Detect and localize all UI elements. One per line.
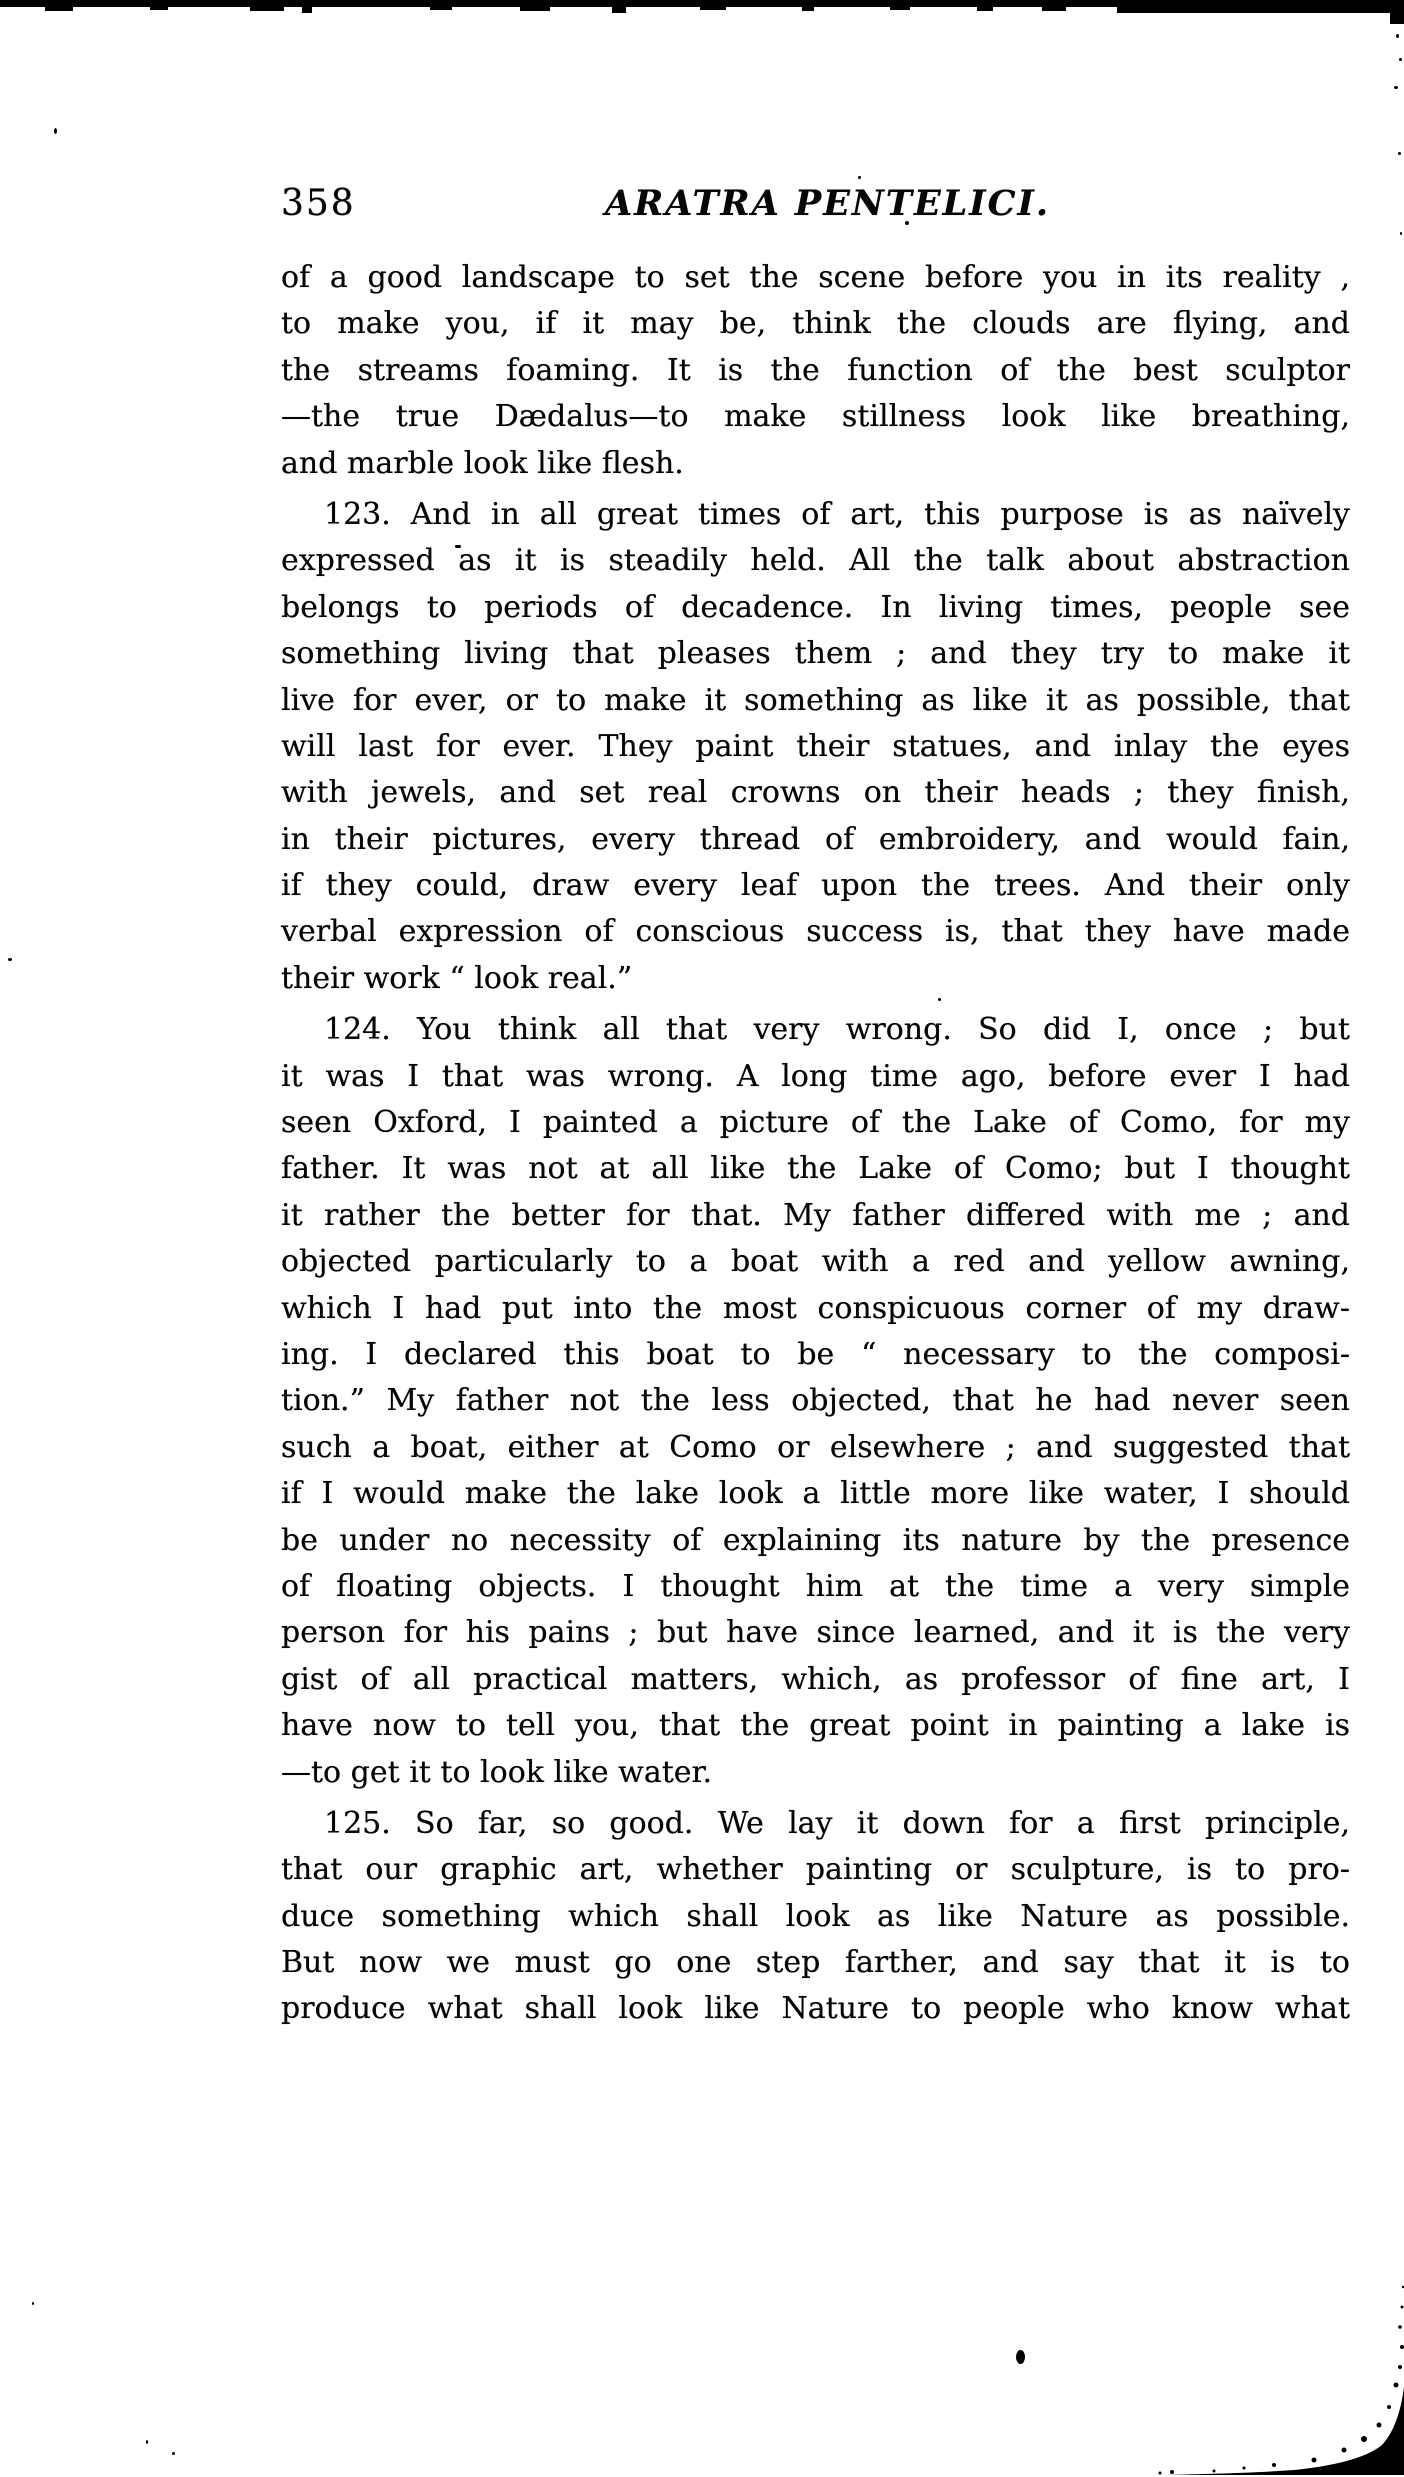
ink-dot: [1016, 2350, 1025, 2364]
text-line: it rather the better for that. My father differed with me ; and: [281, 1197, 1350, 1233]
paragraph: [281, 492, 1350, 1002]
scan-speck: [1396, 34, 1399, 38]
page-header: [281, 184, 1350, 230]
text-line: person for his pains ; but have since learned, and it is the very: [281, 1615, 1350, 1651]
text-line: expressed as it is steadily held. All the talk about abstraction: [281, 543, 1350, 579]
paragraph: [281, 1007, 1350, 1796]
page-text: [281, 255, 1350, 2033]
text-line: gist of all practical matters, which, as professor of fine art, I: [281, 1661, 1350, 1697]
scan-artifact-tick: [302, 7, 312, 13]
text-line: and marble look like flesh.: [281, 445, 684, 481]
text-line: with jewels, and set real crowns on their heads ; they finish,: [281, 775, 1350, 811]
text-line: in their pictures, every thread of embroidery, and would fain,: [281, 821, 1350, 857]
scan-artifact-tick: [977, 7, 993, 11]
text-line: have now to tell you, that the great point in painting a lake is: [281, 1708, 1350, 1744]
scan-artifact-tick: [1042, 7, 1066, 11]
scan-artifact-tick: [250, 7, 284, 11]
text-line: if they could, draw every leaf upon the trees. And their only: [281, 868, 1350, 904]
text-line: their work “ look real.”: [281, 960, 633, 996]
text-line: duce something which shall look as like Nature as possible.: [281, 1898, 1350, 1934]
text-line: tion.” My father not the less objected, that he had never seen: [281, 1383, 1350, 1419]
text-line: 125. So far, so good. We lay it down for a first principle,: [324, 1805, 1350, 1841]
text-line: —the true Dædalus—to make stillness look like breathing,: [281, 399, 1350, 435]
scan-artifact-tick: [802, 7, 814, 11]
scan-speck: [54, 128, 57, 134]
text-line: will last for ever. They paint their statues, and inlay the eyes: [281, 728, 1350, 764]
text-line: of floating objects. I thought him at the time a very simple: [281, 1568, 1350, 1604]
text-line: be under no necessity of explaining its nature by the presence: [281, 1522, 1350, 1558]
scan-speck: [8, 958, 12, 961]
scan-speck: [1399, 58, 1402, 61]
paragraph: [281, 1801, 1350, 2033]
text-line: father. It was not at all like the Lake of Como; but I thought: [281, 1151, 1350, 1187]
scan-artifact-tick: [700, 7, 726, 10]
scan-artifact-tick: [612, 7, 626, 13]
text-line: live for ever, or to make it something as like it as possible, that: [281, 682, 1350, 718]
scan-artifact-corner-shadow: [1154, 2267, 1404, 2477]
scan-speck: [1400, 232, 1402, 235]
text-line: seen Oxford, I painted a picture of the Lake of Como, for my: [281, 1105, 1350, 1141]
text-line: something living that pleases them ; and they try to make it: [281, 636, 1350, 672]
text-line: objected particularly to a boat with a red and yellow awning,: [281, 1244, 1350, 1280]
text-line: 124. You think all that very wrong. So did I, once ; but: [324, 1012, 1350, 1048]
scan-artifact-tick: [520, 7, 550, 11]
text-line: verbal expression of conscious success is, that they have made: [281, 914, 1350, 950]
scan-artifact-top-right-corner: [1390, 0, 1404, 24]
scan-speck: [858, 176, 861, 179]
scan-artifact-tick: [150, 7, 168, 10]
text-line: But now we must go one step farther, and say that it is to: [281, 1945, 1350, 1981]
scan-speck: [1398, 152, 1401, 155]
text-line: —to get it to look like water.: [281, 1754, 713, 1790]
scan-artifact-tick: [890, 7, 910, 10]
text-line: 123. And in all great times of art, this purpose is as naïvely: [324, 496, 1350, 532]
text-line: to make you, if it may be, think the clouds are flying, and: [281, 306, 1350, 342]
text-line: of a good landscape to set the scene before you in its reality ,: [281, 260, 1350, 295]
scan-speck: [32, 2302, 34, 2305]
text-line: ing. I declared this boat to be “ necessary to the composi-: [281, 1336, 1350, 1372]
text-line: that our graphic art, whether painting or sculpture, is to pro-: [281, 1852, 1350, 1888]
scan-artifact-top-edge-right: [1117, 0, 1404, 13]
paragraph: [281, 255, 1350, 487]
scan-artifact-tick: [430, 7, 452, 10]
page-number: 358: [281, 183, 356, 224]
running-title: ARATRA PENTELICI.: [604, 183, 1051, 224]
text-line: which I had put into the most conspicuous corner of my draw-: [281, 1290, 1350, 1326]
text-line: such a boat, either at Como or elsewhere ; and suggested that: [281, 1429, 1350, 1465]
scan-speck: [172, 2452, 175, 2455]
scan-speck: [146, 2440, 148, 2444]
scan-artifact-tick: [45, 7, 73, 11]
text-line: the streams foaming. It is the function of the best sculptor: [281, 352, 1350, 388]
text-line: produce what shall look like Nature to people who know what: [281, 1991, 1350, 2027]
text-line: it was I that was wrong. A long time ago, before ever I had: [281, 1058, 1350, 1094]
text-line: belongs to periods of decadence. In living times, people see: [281, 589, 1350, 625]
text-line: if I would make the lake look a little more like water, I should: [281, 1476, 1350, 1512]
scan-speck: [1394, 86, 1398, 89]
